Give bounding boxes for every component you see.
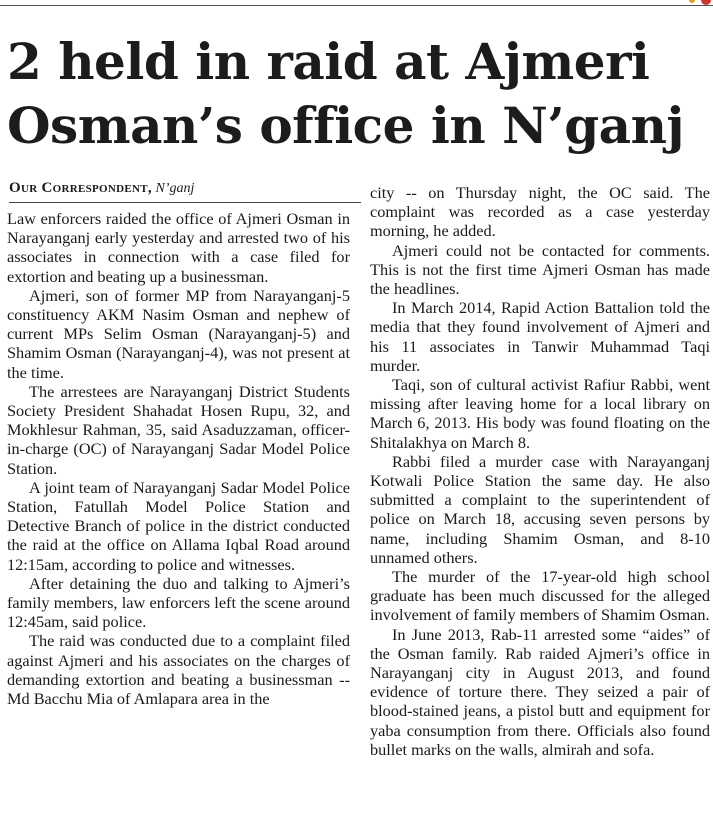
color-marker-dot: [689, 0, 695, 3]
paragraph: The arrestees are Narayanganj District Students Society President Shahadat Hosen Rupu, 32, and Mokhlesur Rahman, 35, said Asaduzzaman, officer-in-charge (OC) of Narayanganj Sadar Model Police Station.: [7, 381, 350, 478]
paragraph: Taqi, son of cultural activist Rafiur Rabbi, went missing after leaving home for a local library on March 6, 2013. His body was found floating on the Shitalakhya on March 8.: [370, 375, 710, 452]
byline-author: Our Correspondent,: [9, 180, 152, 196]
article-column-left: [7, 209, 350, 708]
paragraph: Law enforcers raided the office of Ajmeri Osman in Narayanganj early yesterday and arrested two of his associates in connection with a case filed for extortion and beating up a businessman.: [7, 209, 350, 286]
article-column-right: [370, 183, 710, 759]
paragraph: Rabbi filed a murder case with Narayanganj Kotwali Police Station the same day. He also submitted a complaint to the superintendent of police on March 18, accusing seven persons by name, including Shamim Osman, and 8-10 unnamed others.: [370, 451, 710, 567]
paragraph: Ajmeri could not be contacted for comments. This is not the first time Ajmeri Osman has made the headlines.: [370, 240, 710, 299]
paragraph: In March 2014, Rapid Action Battalion told the media that they found involvement of Ajmeri and his 11 associates in Tanwir Muhammad Taqi murder.: [370, 298, 710, 375]
paragraph: The raid was conducted due to a complaint filed against Ajmeri and his associates on the charges of demanding extortion and beating a businessman -- Md Bacchu Mia of Amlapara area in the: [7, 631, 350, 709]
paragraph: The murder of the 17-year-old high school graduate has been much discussed for the alleged involvement of family members of Shamim Osman.: [370, 567, 710, 625]
paragraph: In June 2013, Rab-11 arrested some “aides” of the Osman family. Rab raided Ajmeri’s office in Narayanganj city in August 2013, and found evidence of torture there. They seized a pair of blood-stained jeans, a pistol butt and equipment for yaba consumption from there. Officials also found bullet marks on the walls, almirah and sofa.: [370, 624, 710, 759]
paragraph: After detaining the duo and talking to Ajmeri’s family members, law enforcers left the scene around 12:45am, said police.: [7, 573, 350, 632]
byline-location: N’ganj: [155, 181, 195, 196]
headline: 2 held in raid at Ajmeri Osman’s office in N’ganj: [7, 32, 685, 155]
paragraph: city -- on Thursday night, the OC said. The complaint was recorded as a case yesterday morning, he added.: [370, 183, 710, 241]
paragraph: Ajmeri, son of former MP from Narayanganj-5 constituency AKM Nasim Osman and nephew of current MPs Selim Osman (Narayanganj-5) and Shamim Osman (Narayanganj-4), was not present at the time.: [7, 285, 350, 382]
byline-divider: [9, 202, 361, 203]
byline: [9, 180, 361, 197]
paragraph: A joint team of Narayanganj Sadar Model Police Station, Fatullah Model Police Station and Detective Branch of police in the district conducted the raid at the office on Allama Iqbal Road around 12:15am, according to police and witnesses.: [7, 477, 350, 574]
page-top-rule: [0, 5, 713, 6]
